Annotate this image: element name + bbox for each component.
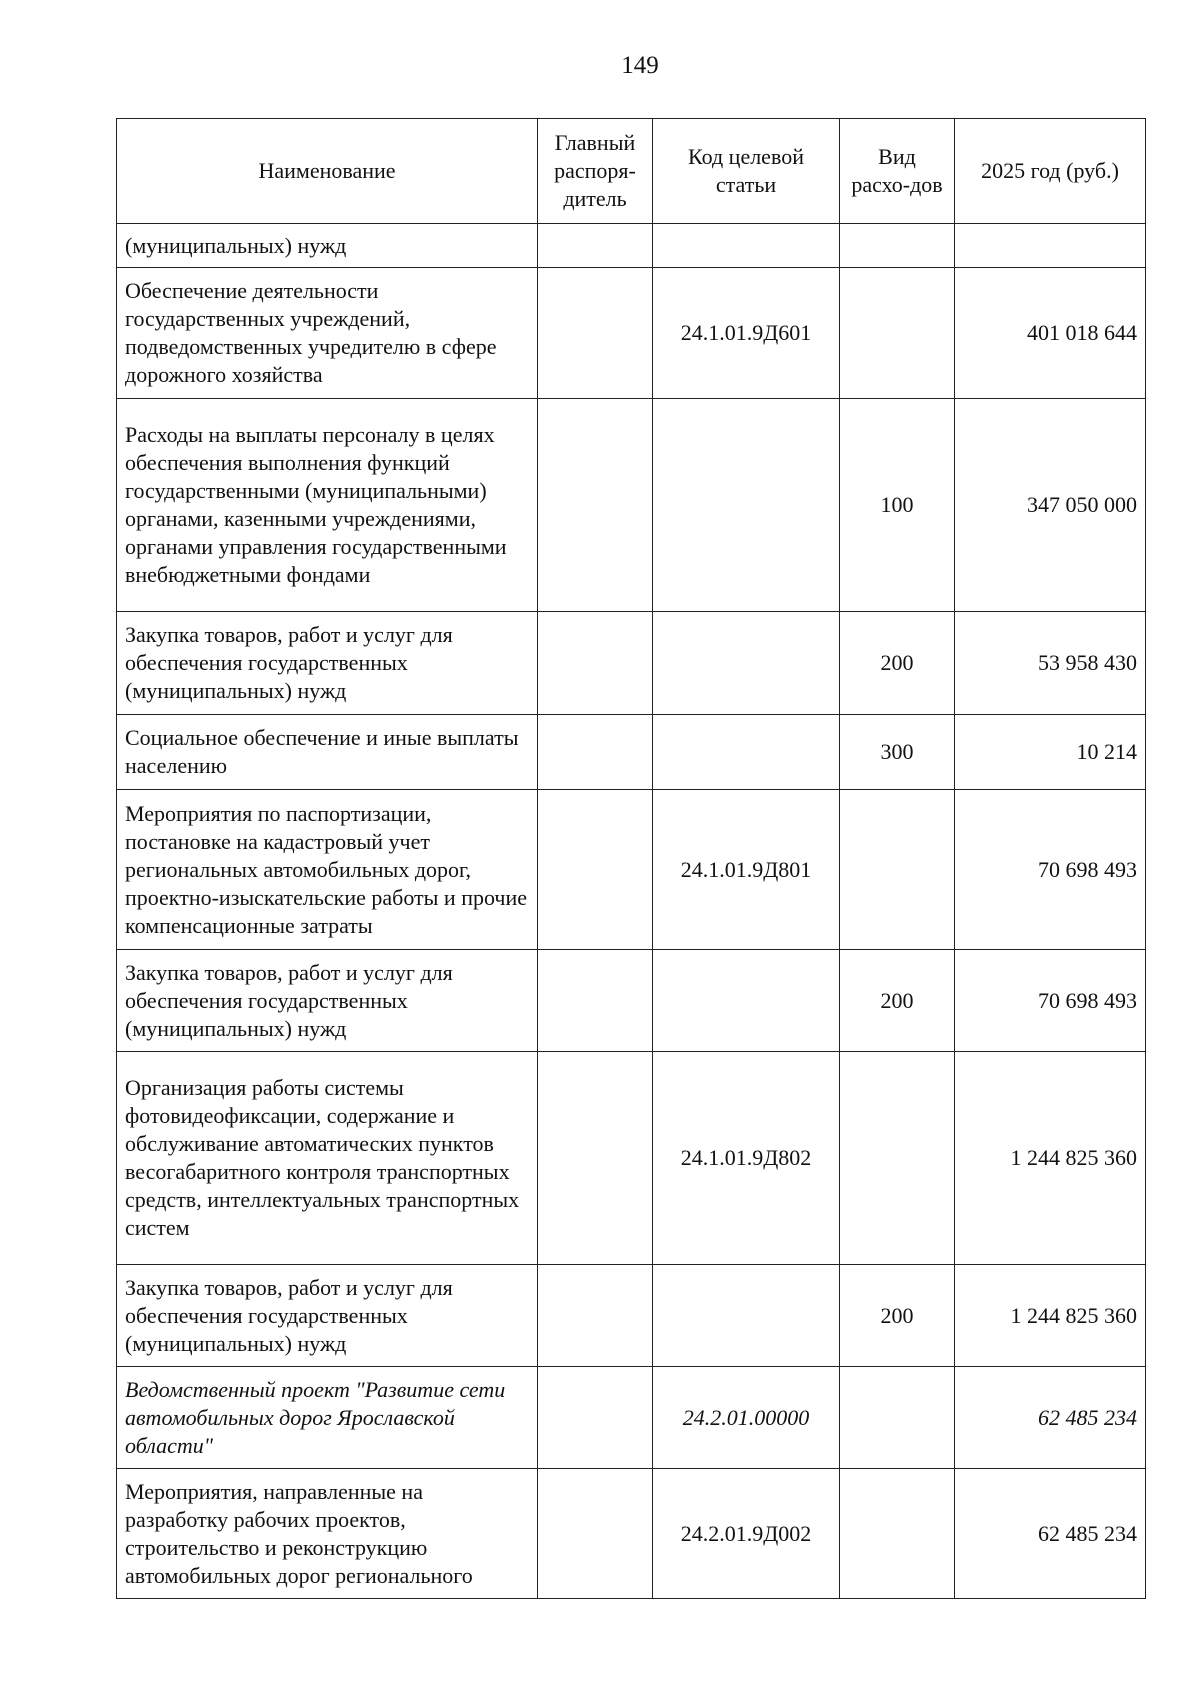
row-code: 24.2.01.00000 — [653, 1367, 840, 1469]
row-amount: 347 050 000 — [955, 399, 1146, 612]
row-amount: 1 244 825 360 — [955, 1265, 1146, 1367]
row-admin — [538, 268, 653, 399]
row-admin — [538, 224, 653, 268]
row-admin — [538, 1052, 653, 1265]
table-row — [117, 224, 1146, 268]
row-name: Обеспечение деятельности государственных учреждений, подведомственных учредителю в сфере дорожного хозяйства — [117, 268, 538, 399]
row-admin — [538, 950, 653, 1052]
header-code: Код целевой статьи — [653, 119, 840, 224]
row-code — [653, 399, 840, 612]
row-type — [840, 790, 955, 950]
table-row — [117, 715, 1146, 790]
row-name: Закупка товаров, работ и услуг для обеспечения государственных (муниципальных) нужд — [117, 1265, 538, 1367]
row-name: (муниципальных) нужд — [117, 224, 538, 268]
row-amount: 62 485 234 — [955, 1469, 1146, 1599]
row-code — [653, 715, 840, 790]
table-header-row — [117, 119, 1146, 224]
row-admin — [538, 1367, 653, 1469]
row-type: 100 — [840, 399, 955, 612]
row-admin — [538, 715, 653, 790]
table-row — [117, 399, 1146, 612]
page-number: 149 — [621, 52, 659, 79]
row-name: Мероприятия, направленные на разработку рабочих проектов, строительство и реконструкцию автомобильных дорог регионального — [117, 1469, 538, 1599]
row-type: 200 — [840, 612, 955, 715]
row-name: Закупка товаров, работ и услуг для обеспечения государственных (муниципальных) нужд — [117, 612, 538, 715]
row-type — [840, 224, 955, 268]
row-name: Организация работы системы фотовидеофиксации, содержание и обслуживание автоматических пунктов весогабаритного контроля транспортных средств, интеллектуальных транспортных систем — [117, 1052, 538, 1265]
row-name: Ведомственный проект "Развитие сети автомобильных дорог Ярославской области" — [117, 1367, 538, 1469]
table-row — [117, 268, 1146, 399]
table-row — [117, 950, 1146, 1052]
row-amount: 1 244 825 360 — [955, 1052, 1146, 1265]
row-code: 24.1.01.9Д802 — [653, 1052, 840, 1265]
row-type — [840, 268, 955, 399]
row-name: Мероприятия по паспортизации, постановке на кадастровый учет региональных автомобильных дорог, проектно-изыскательские работы и прочие компенсационные затраты — [117, 790, 538, 950]
table-row — [117, 612, 1146, 715]
row-admin — [538, 1265, 653, 1367]
row-admin — [538, 612, 653, 715]
row-type — [840, 1469, 955, 1599]
row-amount: 10 214 — [955, 715, 1146, 790]
row-amount: 70 698 493 — [955, 790, 1146, 950]
row-type: 200 — [840, 950, 955, 1052]
row-amount — [955, 224, 1146, 268]
row-code: 24.1.01.9Д601 — [653, 268, 840, 399]
header-admin: Главный распоря-дитель — [538, 119, 653, 224]
row-admin — [538, 399, 653, 612]
header-amount: 2025 год (руб.) — [955, 119, 1146, 224]
row-code: 24.2.01.9Д002 — [653, 1469, 840, 1599]
row-amount: 401 018 644 — [955, 268, 1146, 399]
row-type — [840, 1367, 955, 1469]
row-amount: 53 958 430 — [955, 612, 1146, 715]
row-type: 300 — [840, 715, 955, 790]
row-admin — [538, 790, 653, 950]
budget-table — [116, 118, 1146, 1599]
table-row — [117, 1052, 1146, 1265]
row-name: Социальное обеспечение и иные выплаты населению — [117, 715, 538, 790]
row-code — [653, 1265, 840, 1367]
header-type: Вид расхо-дов — [840, 119, 955, 224]
table-row — [117, 790, 1146, 950]
row-type — [840, 1052, 955, 1265]
table-row — [117, 1469, 1146, 1599]
header-name: Наименование — [117, 119, 538, 224]
table-row — [117, 1265, 1146, 1367]
row-code: 24.1.01.9Д801 — [653, 790, 840, 950]
row-code — [653, 224, 840, 268]
row-type: 200 — [840, 1265, 955, 1367]
row-code — [653, 950, 840, 1052]
row-code — [653, 612, 840, 715]
table-row-project — [117, 1367, 1146, 1469]
row-amount: 62 485 234 — [955, 1367, 1146, 1469]
row-admin — [538, 1469, 653, 1599]
row-name: Закупка товаров, работ и услуг для обеспечения государственных (муниципальных) нужд — [117, 950, 538, 1052]
row-name: Расходы на выплаты персоналу в целях обеспечения выполнения функций государственными (муниципальными) органами, казенными учреждениями, органами управления государственными внебюджетными фондами — [117, 399, 538, 612]
row-amount: 70 698 493 — [955, 950, 1146, 1052]
